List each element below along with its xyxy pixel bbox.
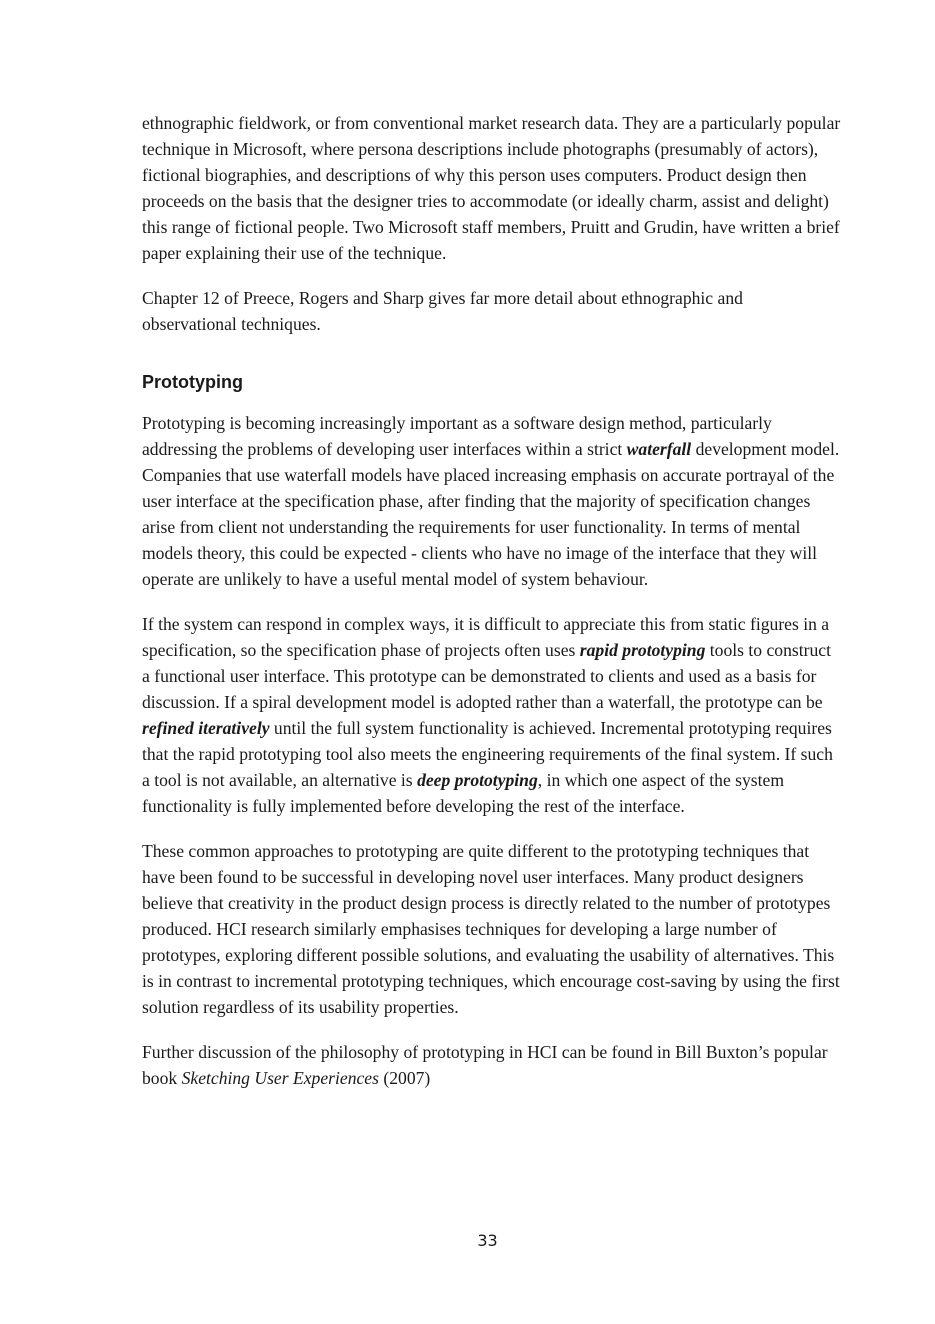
text-run: tools to construct a functional user interface. This prototype can be demonstrated to clients and used as a basis for discussion. If a spiral development model is adopted rather than a waterfall, the prototype can be bbox=[142, 640, 831, 712]
text-run: If the system can respond in complex ways, it is difficult to appreciate this from static figures in a specification, so the specification phase of projects often uses bbox=[142, 614, 830, 660]
paragraph-novel-interfaces: These common approaches to prototyping are quite different to the prototyping techniques that have been found to be successful in developing novel user interfaces. Many product designers believe that creativity in the product design process is directly related to the number of prototypes produced. HCI research similarly emphasises techniques for developing a large number of prototypes, exploring different possible solutions, and evaluating the usability of alternatives. This is in contrast to incremental prototyping techniques, which encourage cost-saving by using the first solution regardless of its usability properties. bbox=[142, 841, 840, 1017]
page-number: 33 bbox=[477, 1231, 498, 1250]
emphasis-refined-iteratively: refined iteratively bbox=[142, 718, 270, 738]
emphasis-deep-prototyping: deep prototyping bbox=[417, 770, 538, 790]
emphasis-rapid-prototyping: rapid prototyping bbox=[579, 640, 706, 660]
text-run: until the full system functionality is achieved. Incremental prototyping requires that the rapid prototyping tool also meets the engineering requirements of the final system. If such a tool is not available, an alternative is bbox=[142, 718, 833, 790]
document-body bbox=[142, 110, 842, 1110]
paragraph-buxton-reference bbox=[142, 1039, 842, 1091]
text-run: , in which one aspect of the system functionality is fully implemented before developing the rest of the interface. bbox=[142, 770, 785, 816]
text-run: development model. Companies that use waterfall models have placed increasing emphasis on accurate portrayal of the user interface at the specification phase, after finding that the majority of specification changes arise from client not understanding the requirements for user functionality. In terms of mental models theory, this could be expected - clients who have no image of the interface that they will operate are unlikely to have a useful mental model of system behaviour. bbox=[142, 439, 840, 589]
paragraph-further-reading-ethnography: Chapter 12 of Preece, Rogers and Sharp gives far more detail about ethnographic and observational techniques. bbox=[142, 288, 743, 334]
paragraph-rapid-prototyping bbox=[142, 611, 842, 819]
text-run: Further discussion of the philosophy of prototyping in HCI can be found in Bill Buxton’s popular book bbox=[142, 1042, 828, 1088]
text-run: Prototyping is becoming increasingly important as a software design method, particularly addressing the problems of developing user interfaces within a strict bbox=[142, 413, 772, 459]
emphasis-waterfall: waterfall bbox=[626, 439, 692, 459]
paragraph-personas: ethnographic fieldwork, or from conventional market research data. They are a particularly popular technique in Microsoft, where persona descriptions include photographs (presumably of actors), fictional biographies, and descriptions of why this person uses computers. Product design then proceeds on the basis that the designer tries to accommodate (or ideally charm, assist and delight) this range of fictional people. Two Microsoft staff members, Pruitt and Grudin, have written a brief paper explaining their use of the technique. bbox=[142, 113, 841, 263]
text-run: (2007) bbox=[378, 1068, 431, 1088]
book-title: Sketching User Experiences bbox=[181, 1068, 379, 1088]
section-heading-prototyping: Prototyping bbox=[142, 372, 243, 392]
paragraph-prototyping-intro bbox=[142, 410, 842, 592]
